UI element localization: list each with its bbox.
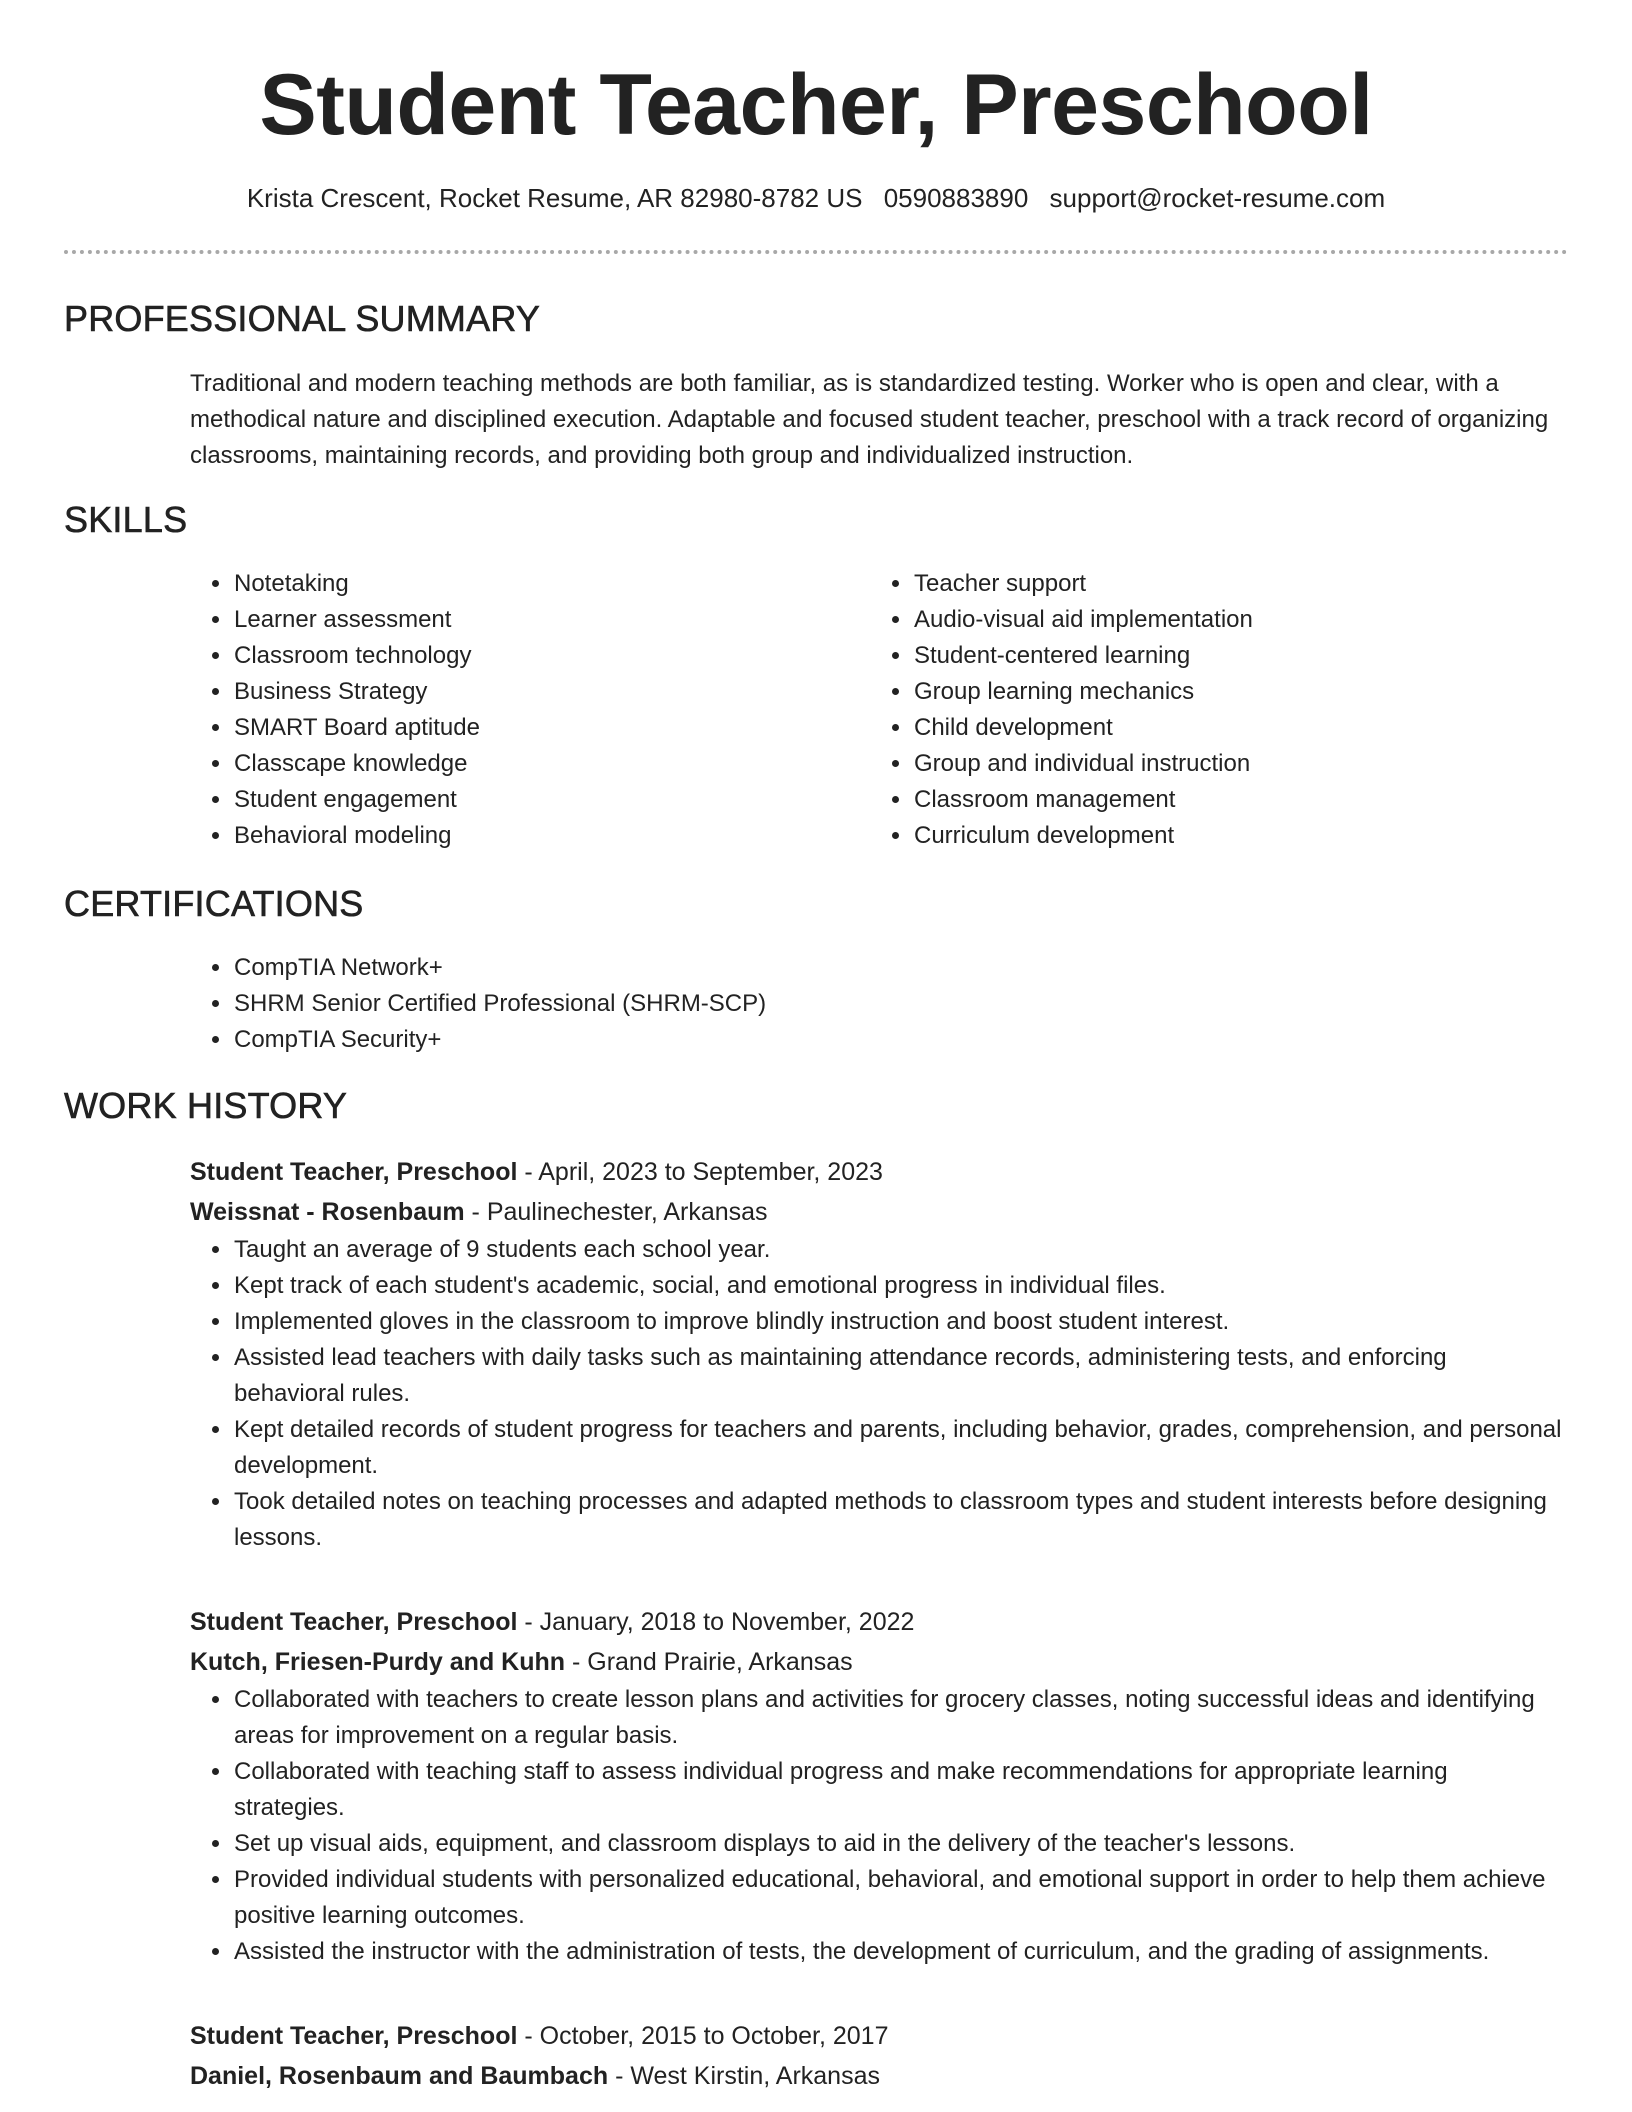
skill-item: • Student-centered learning [913,638,1533,674]
skill-item: • Group and individual instruction [913,746,1533,782]
job-entry [190,1602,1562,1970]
header-divider [64,250,1568,254]
job-duty: • Assisted lead teachers with daily tasks such as maintaining attendance records, administering tests, and enforcing behavioral rules. [233,1340,1562,1412]
job-duty: • Collaborated with teachers to create lesson plans and activities for grocery classes, noting successful ideas and identifying areas for improvement on a regular basis. [233,1682,1562,1754]
skills-heading: SKILLS [64,499,188,540]
job-company-line [190,2056,1562,2096]
job-location: - West Kirstin, Arkansas [608,2062,880,2090]
job-duty: • Provided individual students with personalized educational, behavioral, and emotional support in order to help them achieve positive learning outcomes. [233,1862,1562,1934]
job-duty: • Kept detailed records of student progress for teachers and parents, including behavior, grades, comprehension, and personal development. [233,1412,1562,1484]
skill-item: • Teacher support [913,566,1533,602]
job-duties [190,1232,1562,1556]
job-title-line [190,2016,1562,2056]
job-company: Kutch, Friesen-Purdy and Kuhn [190,1648,566,1676]
job-location: - Paulinechester, Arkansas [464,1198,768,1226]
job-role: Student Teacher, Preschool [190,1158,518,1186]
job-title-line [190,1602,1562,1642]
job-company-line [190,1192,1562,1232]
job-entry [190,2016,1562,2096]
certification-item: • CompTIA Network+ [233,950,1133,986]
skill-item: • Business Strategy [233,674,853,710]
skill-item: • Student engagement [233,782,853,818]
summary-heading: PROFESSIONAL SUMMARY [64,298,541,339]
skill-item: • Group learning mechanics [913,674,1533,710]
resume-name: Student Teacher, Preschool [259,57,1373,153]
skill-item: • Curriculum development [913,818,1533,854]
job-duties [190,1682,1562,1970]
skill-item: • Notetaking [233,566,853,602]
job-role: Student Teacher, Preschool [190,2022,518,2050]
work-history-heading: WORK HISTORY [64,1085,348,1126]
job-dates: - October, 2015 to October, 2017 [517,2022,889,2050]
skill-item: • Audio-visual aid implementation [913,602,1533,638]
skill-item: • Classroom management [913,782,1533,818]
job-duty: • Taught an average of 9 students each school year. [233,1232,1562,1268]
job-company-line [190,1642,1562,1682]
job-duty: • Assisted the instructor with the administration of tests, the development of curriculum, and the grading of assignments. [233,1934,1562,1970]
certification-item: • CompTIA Security+ [233,1022,1133,1058]
certifications-heading: CERTIFICATIONS [64,883,364,924]
contact-line [0,180,1632,216]
skill-item: • SMART Board aptitude [233,710,853,746]
job-company: Weissnat - Rosenbaum [190,1198,465,1226]
job-duty: • Implemented gloves in the classroom to improve blindly instruction and boost student interest. [233,1304,1562,1340]
job-entry [190,1152,1562,1556]
skill-item: • Learner assessment [233,602,853,638]
summary-text: Traditional and modern teaching methods are both familiar, as is standardized testing. Worker who is open and clear, with a methodical nature and disciplined execution. Adaptable and focused student teacher, preschool with a track record of organizing classrooms, maintaining records, and providing both group and individualized instruction. [190,370,1549,469]
skill-item: • Classroom technology [233,638,853,674]
skill-item: • Child development [913,710,1533,746]
skill-item: • Behavioral modeling [233,818,853,854]
certification-item: • SHRM Senior Certified Professional (SHRM-SCP) [233,986,1133,1022]
job-dates: - January, 2018 to November, 2022 [517,1608,915,1636]
contact-phone: 0590883890 [883,183,1029,213]
skills-list-left [190,566,853,854]
job-duty: • Took detailed notes on teaching processes and adapted methods to classroom types and student interests before designing lessons. [233,1484,1562,1556]
certifications-list [190,950,1133,1058]
contact-email: support@rocket-resume.com [1049,183,1386,213]
job-title-line [190,1152,1562,1192]
job-company: Daniel, Rosenbaum and Baumbach [190,2062,609,2090]
job-dates: - April, 2023 to September, 2023 [517,1158,883,1186]
contact-address: Krista Crescent, Rocket Resume, AR 82980-8782 US [246,183,863,213]
job-duty: • Set up visual aids, equipment, and classroom displays to aid in the delivery of the teacher's lessons. [233,1826,1562,1862]
job-duty: • Kept track of each student's academic, social, and emotional progress in individual files. [233,1268,1562,1304]
job-role: Student Teacher, Preschool [190,1608,518,1636]
job-location: - Grand Prairie, Arkansas [565,1648,853,1676]
job-duty: • Collaborated with teaching staff to assess individual progress and make recommendations for appropriate learning strategies. [233,1754,1562,1826]
skill-item: • Classcape knowledge [233,746,853,782]
skills-list-right [870,566,1533,854]
